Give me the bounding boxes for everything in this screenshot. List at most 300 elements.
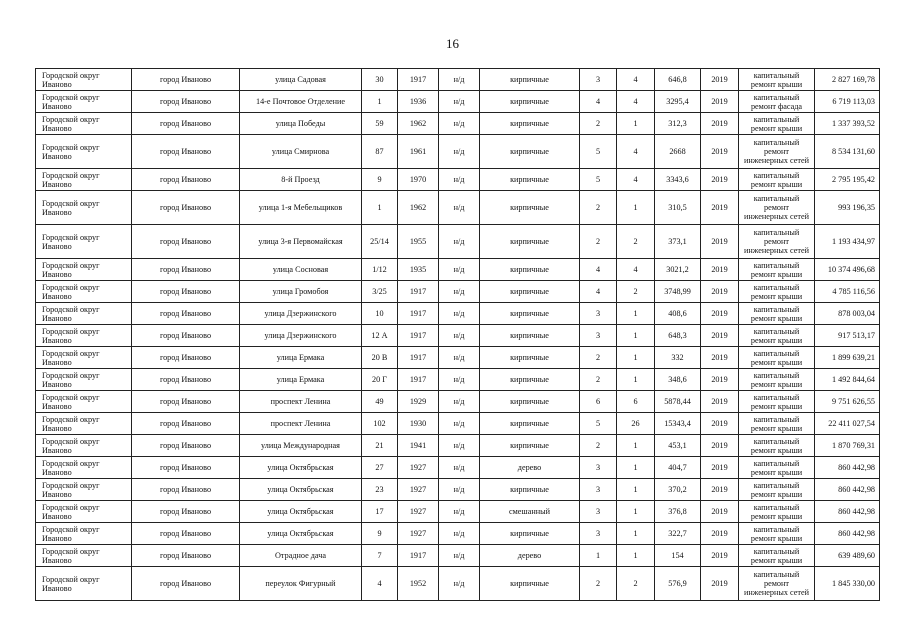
cell-area: 576,9 <box>655 567 701 601</box>
cell-area: 404,7 <box>655 457 701 479</box>
cell-repair-year: 2019 <box>701 69 739 91</box>
cell-floors: 2 <box>580 191 617 225</box>
cell-year-built: 1917 <box>398 281 439 303</box>
cell-entrances: 1 <box>617 347 655 369</box>
cell-cost: 1 337 393,52 <box>815 113 880 135</box>
cell-work-type: капитальный ремонт крыши <box>739 259 815 281</box>
cell-district: Городской округ Иваново <box>36 523 132 545</box>
table-row <box>36 479 880 501</box>
cell-work-type: капитальный ремонт инженерных сетей <box>739 567 815 601</box>
cell-house-number: 4 <box>362 567 398 601</box>
cell-repair-year: 2019 <box>701 169 739 191</box>
cell-house-number: 9 <box>362 523 398 545</box>
cell-repair-year: 2019 <box>701 501 739 523</box>
cell-district: Городской округ Иваново <box>36 325 132 347</box>
table-row <box>36 303 880 325</box>
cell-year-commissioned: н/д <box>439 191 480 225</box>
cell-street: улица 1-я Мебельщиков <box>240 191 362 225</box>
cell-wall-material: кирпичные <box>480 523 580 545</box>
cell-entrances: 1 <box>617 457 655 479</box>
cell-entrances: 1 <box>617 113 655 135</box>
cell-repair-year: 2019 <box>701 413 739 435</box>
cell-year-commissioned: н/д <box>439 457 480 479</box>
cell-area: 15343,4 <box>655 413 701 435</box>
cell-repair-year: 2019 <box>701 225 739 259</box>
cell-year-built: 1927 <box>398 479 439 501</box>
cell-year-built: 1955 <box>398 225 439 259</box>
cell-year-commissioned: н/д <box>439 259 480 281</box>
cell-street: улица Октябрьская <box>240 501 362 523</box>
table-row <box>36 545 880 567</box>
cell-wall-material: кирпичные <box>480 113 580 135</box>
cell-cost: 8 534 131,60 <box>815 135 880 169</box>
cell-entrances: 2 <box>617 281 655 303</box>
cell-repair-year: 2019 <box>701 113 739 135</box>
cell-entrances: 1 <box>617 523 655 545</box>
cell-district: Городской округ Иваново <box>36 479 132 501</box>
cell-floors: 2 <box>580 347 617 369</box>
cell-work-type: капитальный ремонт крыши <box>739 113 815 135</box>
cell-street: 14-е Почтовое Отделение <box>240 91 362 113</box>
cell-street: улица Международная <box>240 435 362 457</box>
cell-repair-year: 2019 <box>701 281 739 303</box>
cell-entrances: 4 <box>617 69 655 91</box>
cell-year-commissioned: н/д <box>439 501 480 523</box>
cell-year-built: 1935 <box>398 259 439 281</box>
table-row <box>36 113 880 135</box>
cell-floors: 3 <box>580 69 617 91</box>
cell-year-commissioned: н/д <box>439 347 480 369</box>
cell-district: Городской округ Иваново <box>36 545 132 567</box>
cell-floors: 2 <box>580 369 617 391</box>
cell-year-built: 1927 <box>398 523 439 545</box>
cell-cost: 860 442,98 <box>815 479 880 501</box>
cell-entrances: 1 <box>617 501 655 523</box>
cell-wall-material: кирпичные <box>480 567 580 601</box>
cell-cost: 1 899 639,21 <box>815 347 880 369</box>
cell-wall-material: кирпичные <box>480 281 580 303</box>
table-row <box>36 523 880 545</box>
cell-year-commissioned: н/д <box>439 69 480 91</box>
cell-street: улица Октябрьская <box>240 457 362 479</box>
cell-work-type: капитальный ремонт крыши <box>739 479 815 501</box>
cell-district: Городской округ Иваново <box>36 435 132 457</box>
cell-wall-material: кирпичные <box>480 191 580 225</box>
cell-district: Городской округ Иваново <box>36 225 132 259</box>
table-row <box>36 567 880 601</box>
table-row <box>36 91 880 113</box>
cell-house-number: 7 <box>362 545 398 567</box>
cell-repair-year: 2019 <box>701 325 739 347</box>
cell-settlement: город Иваново <box>132 91 240 113</box>
cell-settlement: город Иваново <box>132 325 240 347</box>
cell-settlement: город Иваново <box>132 413 240 435</box>
cell-area: 370,2 <box>655 479 701 501</box>
table-row <box>36 225 880 259</box>
table-row <box>36 501 880 523</box>
cell-area: 5878,44 <box>655 391 701 413</box>
cell-street: проспект Ленина <box>240 391 362 413</box>
cell-cost: 860 442,98 <box>815 457 880 479</box>
table-row <box>36 135 880 169</box>
cell-house-number: 23 <box>362 479 398 501</box>
cell-work-type: капитальный ремонт крыши <box>739 347 815 369</box>
cell-repair-year: 2019 <box>701 91 739 113</box>
cell-settlement: город Иваново <box>132 135 240 169</box>
cell-entrances: 1 <box>617 303 655 325</box>
cell-settlement: город Иваново <box>132 501 240 523</box>
cell-area: 312,3 <box>655 113 701 135</box>
cell-year-built: 1917 <box>398 69 439 91</box>
table-row <box>36 391 880 413</box>
cell-entrances: 1 <box>617 479 655 501</box>
cell-year-built: 1927 <box>398 457 439 479</box>
cell-wall-material: кирпичные <box>480 135 580 169</box>
cell-entrances: 4 <box>617 135 655 169</box>
cell-area: 453,1 <box>655 435 701 457</box>
cell-house-number: 9 <box>362 169 398 191</box>
cell-street: улица Смирнова <box>240 135 362 169</box>
cell-settlement: город Иваново <box>132 545 240 567</box>
cell-street: улица Громобоя <box>240 281 362 303</box>
cell-cost: 993 196,35 <box>815 191 880 225</box>
cell-repair-year: 2019 <box>701 135 739 169</box>
cell-year-commissioned: н/д <box>439 225 480 259</box>
cell-house-number: 59 <box>362 113 398 135</box>
cell-cost: 4 785 116,56 <box>815 281 880 303</box>
cell-repair-year: 2019 <box>701 259 739 281</box>
cell-district: Городской округ Иваново <box>36 113 132 135</box>
cell-cost: 860 442,98 <box>815 501 880 523</box>
cell-house-number: 1 <box>362 91 398 113</box>
cell-work-type: капитальный ремонт крыши <box>739 303 815 325</box>
cell-work-type: капитальный ремонт инженерных сетей <box>739 135 815 169</box>
table-row <box>36 369 880 391</box>
cell-work-type: капитальный ремонт крыши <box>739 281 815 303</box>
cell-cost: 917 513,17 <box>815 325 880 347</box>
cell-year-commissioned: н/д <box>439 567 480 601</box>
cell-entrances: 4 <box>617 259 655 281</box>
cell-settlement: город Иваново <box>132 113 240 135</box>
cell-area: 3295,4 <box>655 91 701 113</box>
cell-work-type: капитальный ремонт фасада <box>739 91 815 113</box>
cell-year-commissioned: н/д <box>439 169 480 191</box>
cell-house-number: 10 <box>362 303 398 325</box>
cell-settlement: город Иваново <box>132 347 240 369</box>
cell-street: улица Победы <box>240 113 362 135</box>
table-row <box>36 413 880 435</box>
cell-work-type: капитальный ремонт крыши <box>739 69 815 91</box>
cell-street: улица Сосновая <box>240 259 362 281</box>
cell-work-type: капитальный ремонт крыши <box>739 523 815 545</box>
cell-street: проспект Ленина <box>240 413 362 435</box>
cell-repair-year: 2019 <box>701 457 739 479</box>
cell-district: Городской округ Иваново <box>36 391 132 413</box>
cell-settlement: город Иваново <box>132 391 240 413</box>
cell-district: Городской округ Иваново <box>36 303 132 325</box>
cell-year-built: 1952 <box>398 567 439 601</box>
cell-settlement: город Иваново <box>132 69 240 91</box>
cell-year-commissioned: н/д <box>439 91 480 113</box>
table-row <box>36 191 880 225</box>
cell-house-number: 12 А <box>362 325 398 347</box>
cell-cost: 2 827 169,78 <box>815 69 880 91</box>
cell-floors: 6 <box>580 391 617 413</box>
cell-wall-material: дерево <box>480 457 580 479</box>
cell-entrances: 6 <box>617 391 655 413</box>
cell-year-built: 1917 <box>398 347 439 369</box>
cell-year-built: 1917 <box>398 545 439 567</box>
cell-area: 348,6 <box>655 369 701 391</box>
cell-street: Отрадное дача <box>240 545 362 567</box>
cell-year-built: 1962 <box>398 113 439 135</box>
cell-year-commissioned: н/д <box>439 391 480 413</box>
cell-wall-material: дерево <box>480 545 580 567</box>
table-row <box>36 435 880 457</box>
cell-wall-material: кирпичные <box>480 369 580 391</box>
cell-district: Городской округ Иваново <box>36 501 132 523</box>
cell-entrances: 2 <box>617 567 655 601</box>
cell-house-number: 3/25 <box>362 281 398 303</box>
cell-work-type: капитальный ремонт крыши <box>739 391 815 413</box>
cell-repair-year: 2019 <box>701 347 739 369</box>
cell-year-built: 1917 <box>398 369 439 391</box>
cell-house-number: 1/12 <box>362 259 398 281</box>
cell-entrances: 26 <box>617 413 655 435</box>
cell-wall-material: кирпичные <box>480 435 580 457</box>
cell-house-number: 102 <box>362 413 398 435</box>
cell-year-commissioned: н/д <box>439 281 480 303</box>
cell-entrances: 1 <box>617 191 655 225</box>
table-row <box>36 457 880 479</box>
cell-entrances: 4 <box>617 91 655 113</box>
cell-house-number: 49 <box>362 391 398 413</box>
cell-wall-material: смешанный <box>480 501 580 523</box>
cell-house-number: 20 В <box>362 347 398 369</box>
cell-settlement: город Иваново <box>132 191 240 225</box>
cell-settlement: город Иваново <box>132 435 240 457</box>
cell-floors: 3 <box>580 501 617 523</box>
cell-wall-material: кирпичные <box>480 69 580 91</box>
cell-year-built: 1929 <box>398 391 439 413</box>
cell-house-number: 1 <box>362 191 398 225</box>
cell-entrances: 1 <box>617 545 655 567</box>
cell-settlement: город Иваново <box>132 225 240 259</box>
cell-entrances: 4 <box>617 169 655 191</box>
cell-settlement: город Иваново <box>132 281 240 303</box>
cell-area: 3748,99 <box>655 281 701 303</box>
cell-settlement: город Иваново <box>132 567 240 601</box>
cell-floors: 5 <box>580 413 617 435</box>
cell-cost: 1 193 434,97 <box>815 225 880 259</box>
cell-repair-year: 2019 <box>701 191 739 225</box>
cell-floors: 4 <box>580 91 617 113</box>
cell-entrances: 1 <box>617 325 655 347</box>
table-row <box>36 347 880 369</box>
cell-cost: 1 492 844,64 <box>815 369 880 391</box>
cell-wall-material: кирпичные <box>480 391 580 413</box>
cell-street: улица Октябрьская <box>240 479 362 501</box>
cell-house-number: 20 Г <box>362 369 398 391</box>
cell-wall-material: кирпичные <box>480 169 580 191</box>
cell-work-type: капитальный ремонт инженерных сетей <box>739 225 815 259</box>
page-number: 16 <box>446 36 459 51</box>
cell-street: улица Садовая <box>240 69 362 91</box>
cell-year-commissioned: н/д <box>439 413 480 435</box>
cell-year-built: 1917 <box>398 325 439 347</box>
cell-district: Городской округ Иваново <box>36 69 132 91</box>
cell-repair-year: 2019 <box>701 303 739 325</box>
cell-repair-year: 2019 <box>701 567 739 601</box>
cell-entrances: 1 <box>617 435 655 457</box>
cell-district: Городской округ Иваново <box>36 369 132 391</box>
cell-area: 3021,2 <box>655 259 701 281</box>
cell-floors: 3 <box>580 325 617 347</box>
cell-wall-material: кирпичные <box>480 259 580 281</box>
cell-year-built: 1927 <box>398 501 439 523</box>
cell-entrances: 2 <box>617 225 655 259</box>
cell-floors: 2 <box>580 567 617 601</box>
cell-year-built: 1941 <box>398 435 439 457</box>
cell-year-commissioned: н/д <box>439 369 480 391</box>
cell-area: 373,1 <box>655 225 701 259</box>
cell-wall-material: кирпичные <box>480 347 580 369</box>
cell-wall-material: кирпичные <box>480 325 580 347</box>
cell-year-commissioned: н/д <box>439 545 480 567</box>
cell-year-commissioned: н/д <box>439 479 480 501</box>
cell-area: 646,8 <box>655 69 701 91</box>
cell-year-commissioned: н/д <box>439 435 480 457</box>
cell-settlement: город Иваново <box>132 523 240 545</box>
cell-area: 376,8 <box>655 501 701 523</box>
cell-entrances: 1 <box>617 369 655 391</box>
cell-year-built: 1961 <box>398 135 439 169</box>
cell-district: Городской округ Иваново <box>36 169 132 191</box>
cell-year-commissioned: н/д <box>439 303 480 325</box>
table-row <box>36 325 880 347</box>
cell-settlement: город Иваново <box>132 303 240 325</box>
cell-district: Городской округ Иваново <box>36 413 132 435</box>
cell-wall-material: кирпичные <box>480 303 580 325</box>
cell-area: 332 <box>655 347 701 369</box>
cell-repair-year: 2019 <box>701 479 739 501</box>
cell-area: 648,3 <box>655 325 701 347</box>
cell-repair-year: 2019 <box>701 369 739 391</box>
cell-work-type: капитальный ремонт инженерных сетей <box>739 191 815 225</box>
cell-work-type: капитальный ремонт крыши <box>739 501 815 523</box>
cell-cost: 878 003,04 <box>815 303 880 325</box>
cell-district: Городской округ Иваново <box>36 191 132 225</box>
cell-street: улица Ермака <box>240 347 362 369</box>
cell-street: улица Дзержинского <box>240 325 362 347</box>
cell-wall-material: кирпичные <box>480 479 580 501</box>
table-row <box>36 259 880 281</box>
table-row <box>36 281 880 303</box>
cell-cost: 639 489,60 <box>815 545 880 567</box>
cell-floors: 2 <box>580 225 617 259</box>
cell-house-number: 17 <box>362 501 398 523</box>
cell-settlement: город Иваново <box>132 369 240 391</box>
cell-house-number: 30 <box>362 69 398 91</box>
cell-work-type: капитальный ремонт крыши <box>739 545 815 567</box>
cell-year-built: 1962 <box>398 191 439 225</box>
cell-area: 310,5 <box>655 191 701 225</box>
cell-district: Городской округ Иваново <box>36 259 132 281</box>
cell-area: 408,6 <box>655 303 701 325</box>
cell-area: 3343,6 <box>655 169 701 191</box>
cell-floors: 4 <box>580 259 617 281</box>
cell-cost: 22 411 027,54 <box>815 413 880 435</box>
cell-year-commissioned: н/д <box>439 325 480 347</box>
cell-cost: 10 374 496,68 <box>815 259 880 281</box>
cell-floors: 2 <box>580 435 617 457</box>
cell-floors: 3 <box>580 303 617 325</box>
cell-cost: 2 795 195,42 <box>815 169 880 191</box>
cell-cost: 1 870 769,31 <box>815 435 880 457</box>
cell-year-commissioned: н/д <box>439 135 480 169</box>
housing-repair-table <box>35 68 880 601</box>
cell-repair-year: 2019 <box>701 523 739 545</box>
table-row <box>36 169 880 191</box>
cell-floors: 5 <box>580 135 617 169</box>
table-body <box>36 69 880 601</box>
cell-floors: 1 <box>580 545 617 567</box>
cell-house-number: 87 <box>362 135 398 169</box>
cell-repair-year: 2019 <box>701 435 739 457</box>
cell-cost: 1 845 330,00 <box>815 567 880 601</box>
cell-settlement: город Иваново <box>132 169 240 191</box>
cell-work-type: капитальный ремонт крыши <box>739 413 815 435</box>
cell-wall-material: кирпичные <box>480 413 580 435</box>
cell-repair-year: 2019 <box>701 545 739 567</box>
cell-wall-material: кирпичные <box>480 91 580 113</box>
cell-year-built: 1930 <box>398 413 439 435</box>
cell-street: улица Октябрьская <box>240 523 362 545</box>
cell-street: улица Ермака <box>240 369 362 391</box>
cell-street: улица 3-я Первомайская <box>240 225 362 259</box>
cell-cost: 9 751 626,55 <box>815 391 880 413</box>
cell-year-built: 1970 <box>398 169 439 191</box>
cell-work-type: капитальный ремонт крыши <box>739 457 815 479</box>
cell-settlement: город Иваново <box>132 479 240 501</box>
cell-district: Городской округ Иваново <box>36 457 132 479</box>
cell-work-type: капитальный ремонт крыши <box>739 435 815 457</box>
cell-street: улица Дзержинского <box>240 303 362 325</box>
cell-cost: 860 442,98 <box>815 523 880 545</box>
cell-settlement: город Иваново <box>132 457 240 479</box>
cell-street: 8-й Проезд <box>240 169 362 191</box>
cell-street: переулок Фигурный <box>240 567 362 601</box>
cell-house-number: 27 <box>362 457 398 479</box>
cell-year-built: 1936 <box>398 91 439 113</box>
cell-house-number: 25/14 <box>362 225 398 259</box>
cell-year-commissioned: н/д <box>439 113 480 135</box>
table-row <box>36 69 880 91</box>
cell-district: Городской округ Иваново <box>36 347 132 369</box>
cell-floors: 3 <box>580 523 617 545</box>
cell-area: 2668 <box>655 135 701 169</box>
cell-work-type: капитальный ремонт крыши <box>739 369 815 391</box>
cell-floors: 5 <box>580 169 617 191</box>
cell-floors: 3 <box>580 457 617 479</box>
cell-repair-year: 2019 <box>701 391 739 413</box>
cell-cost: 6 719 113,03 <box>815 91 880 113</box>
cell-work-type: капитальный ремонт крыши <box>739 169 815 191</box>
cell-work-type: капитальный ремонт крыши <box>739 325 815 347</box>
cell-year-commissioned: н/д <box>439 523 480 545</box>
cell-area: 322,7 <box>655 523 701 545</box>
cell-wall-material: кирпичные <box>480 225 580 259</box>
